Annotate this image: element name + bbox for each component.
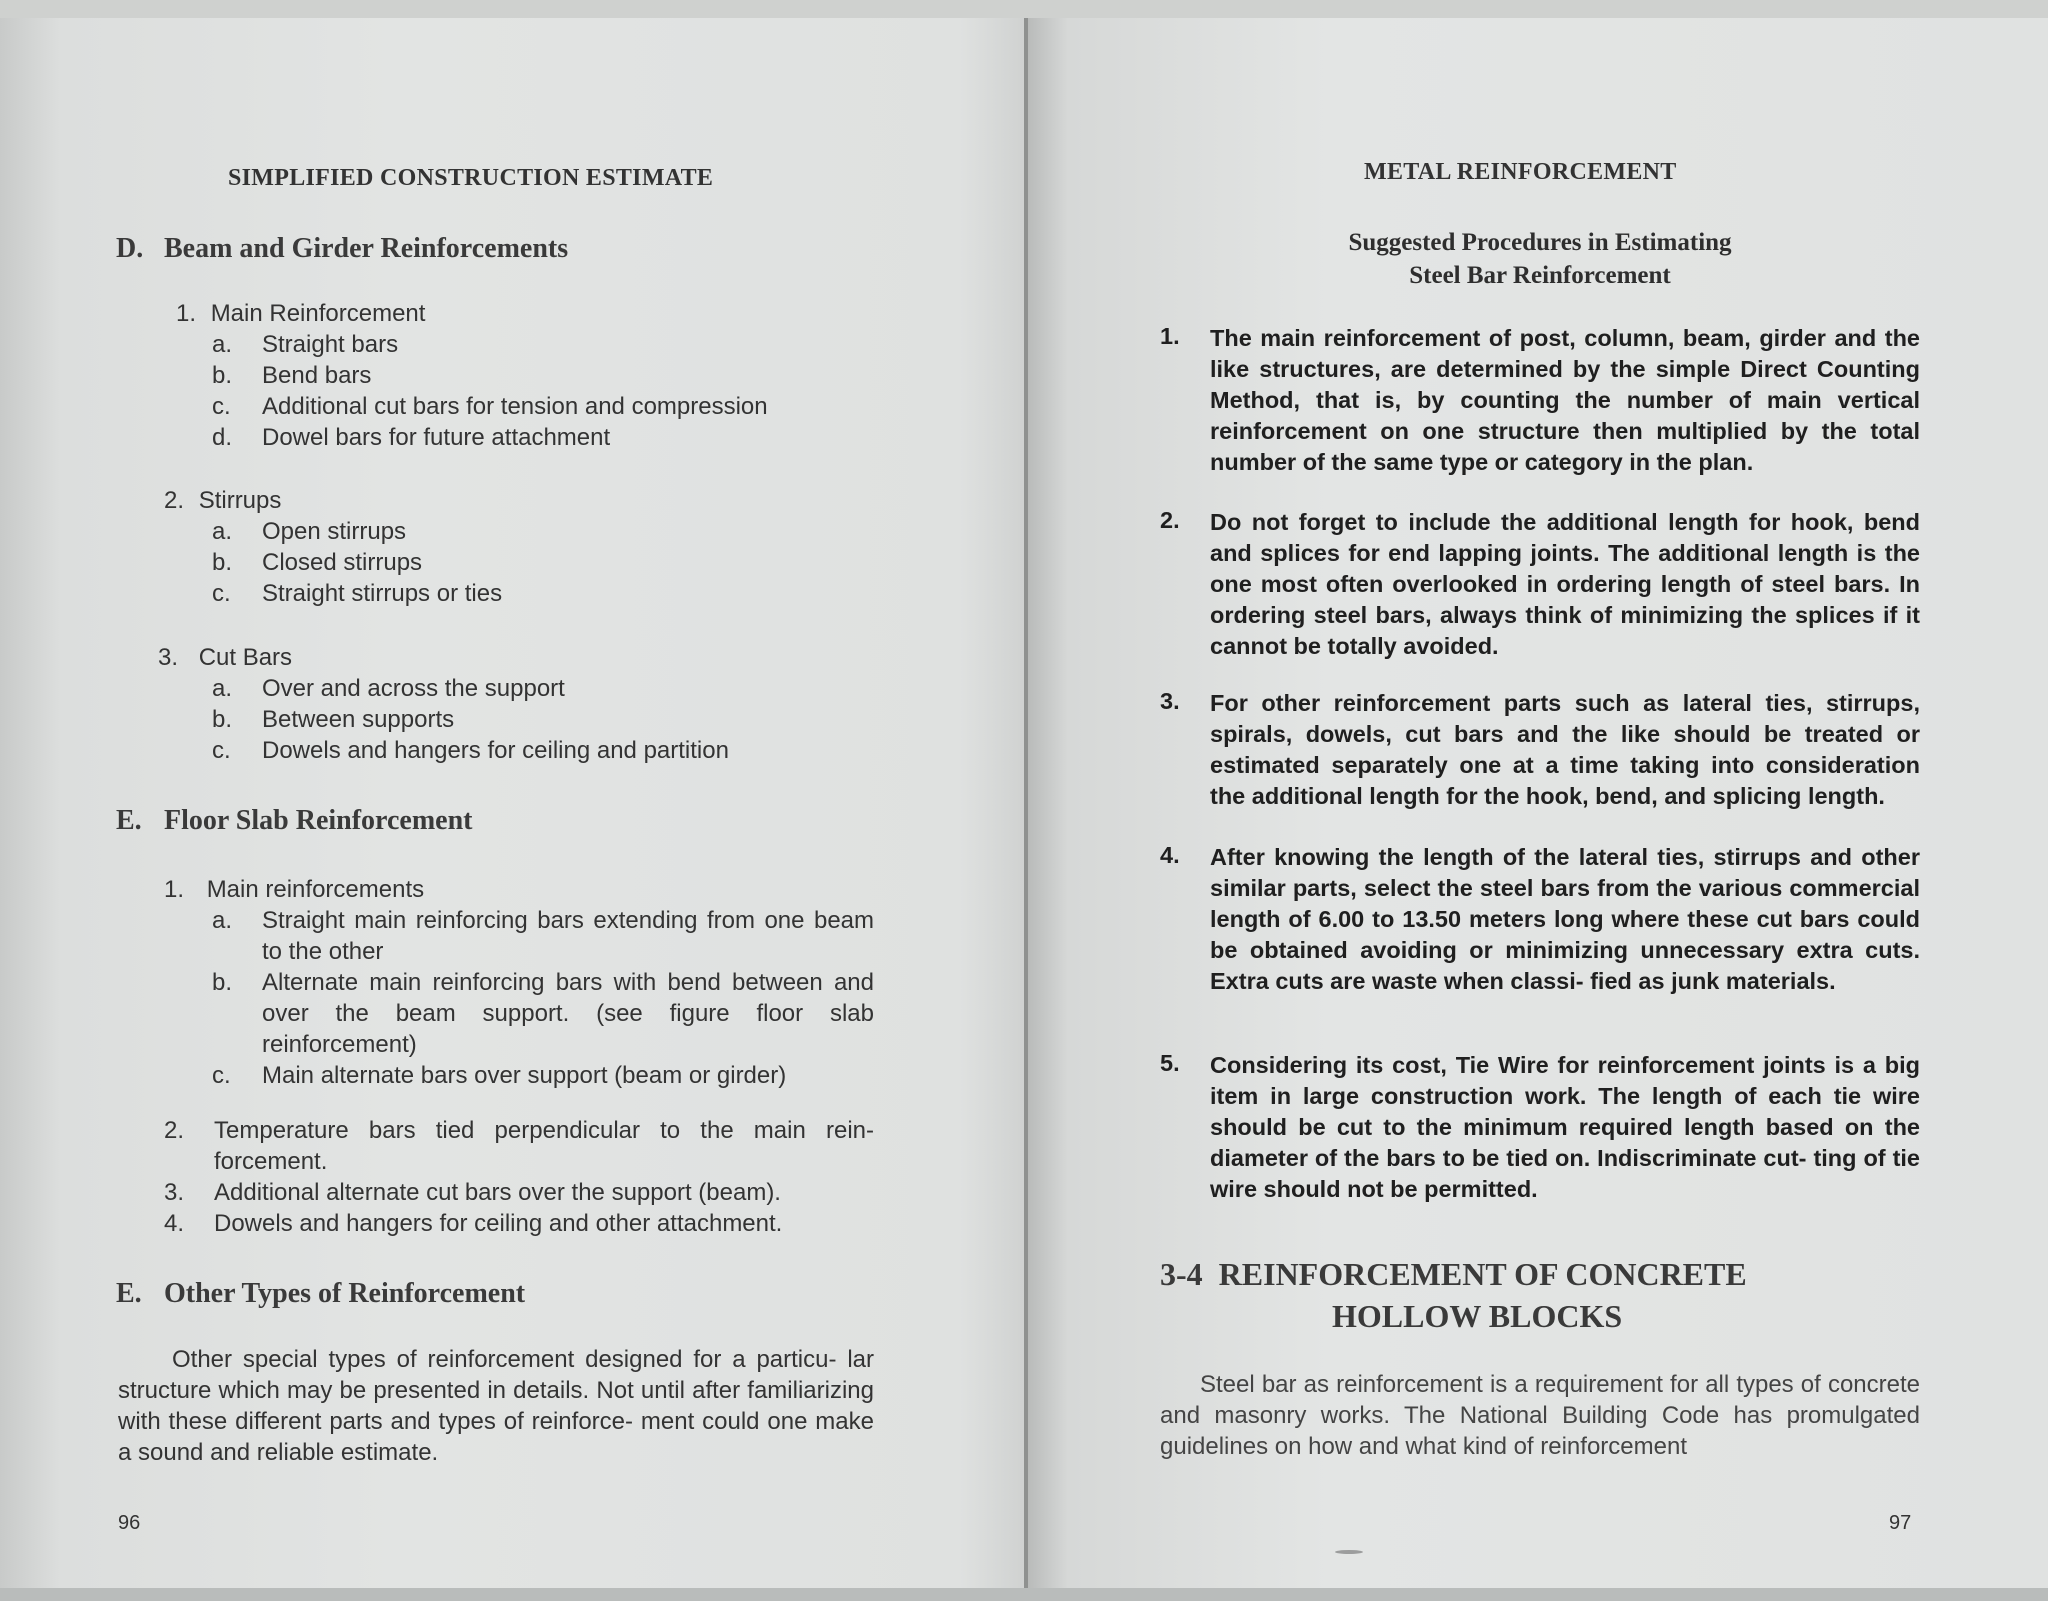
procedure-number: 1. xyxy=(1160,323,1180,349)
other-types-paragraph: Other special types of reinforcement designed for a particu- lar structure which may be presented in details. Not until after familiarizing with these different parts and types of reinforce- ment could one make a sound and reliable estimate. xyxy=(118,1346,874,1466)
subtitle-line-1: Suggested Procedures in Estimating xyxy=(1348,229,1732,256)
item-number: 3. xyxy=(158,644,179,671)
procedure-text: For other reinforcement parts such as lateral ties, stirrups, spirals, dowels, cut bars and the like should be treated or estimated separately one at a time taking into consideration the additional length for the hook, bend, and splicing length. xyxy=(1210,690,1920,809)
list-item xyxy=(164,485,281,516)
procedure-number: 3. xyxy=(1160,688,1180,714)
section-e2-letter: E. xyxy=(116,1278,142,1309)
chapter-number: 3-4 xyxy=(1160,1256,1203,1292)
sub-item: b. Closed stirrups xyxy=(212,549,423,576)
list-item-number: 3. xyxy=(164,1179,185,1206)
sub-item: b. Between supports xyxy=(212,706,455,733)
section-e2-title: Other Types of Reinforcement xyxy=(164,1278,526,1309)
list-item-text: Dowels and hangers for ceiling and other attachment. xyxy=(214,1210,783,1237)
chapter-heading xyxy=(1160,1253,1747,1295)
procedure-text: Do not forget to include the additional length for hook, bend and splices for end lapping joints. The additional length is the one most often overlooked in ordering length of steel bars. In ordering steel bars, always think of minimizing the splices if it cannot be totally avoided. xyxy=(1210,509,1920,659)
procedure-number: 4. xyxy=(1160,842,1180,868)
sub-item: a. Open stirrups xyxy=(212,518,407,545)
left-page-number: 96 xyxy=(118,1512,141,1534)
intro-paragraph: Steel bar as reinforcement is a requirement for all types of concrete and masonry works. The National Building Code has promulgated guidelines on how and what kind of reinforcement xyxy=(1160,1371,1920,1460)
list-item-number: 2. xyxy=(164,1117,185,1144)
list-item xyxy=(176,298,425,329)
sub-item-letter: a. xyxy=(212,907,233,934)
section-d-heading xyxy=(116,233,568,265)
subtitle-line-2: Steel Bar Reinforcement xyxy=(1409,262,1671,289)
item-number: 2. xyxy=(164,487,185,514)
sub-item: d. Dowel bars for future attachment xyxy=(212,424,611,451)
procedure-text: The main reinforcement of post, column, beam, girder and the like structures, are determined by the simple Direct Counting Method, that is, by counting the number of main vertical reinforcement on one structure then multiplied by the total number of the same type or category in the plan. xyxy=(1210,325,1920,475)
sub-item: c. Straight stirrups or ties xyxy=(212,580,503,607)
sub-item: a. Straight bars xyxy=(212,331,399,358)
item-number: 1. xyxy=(176,300,197,327)
procedures-subtitle xyxy=(1180,226,1900,292)
sub-item: a. Over and across the support xyxy=(212,675,565,702)
section-e2-heading xyxy=(116,1278,525,1310)
section-d-letter: D. xyxy=(116,233,144,264)
sub-item-text: Main alternate bars over support (beam or girder) xyxy=(262,1062,787,1089)
list-item-text: Temperature bars tied perpendicular to the main rein- forcement. xyxy=(214,1117,874,1175)
list-item-text: Additional alternate cut bars over the support (beam). xyxy=(214,1179,781,1206)
item-label: Main Reinforcement xyxy=(210,300,426,327)
sub-item-letter: b. xyxy=(212,969,233,996)
left-running-head: SIMPLIFIED CONSTRUCTION ESTIMATE xyxy=(228,165,714,191)
sub-item-text: Alternate main reinforcing bars with bend between and over the beam support. (see figure floor slab reinforcement) xyxy=(262,969,874,1058)
bottom-edge xyxy=(0,1588,2048,1601)
sub-item: c. Additional cut bars for tension and compression xyxy=(212,393,768,420)
procedure-number: 5. xyxy=(1160,1050,1180,1076)
right-running-head: METAL REINFORCEMENT xyxy=(1364,159,1677,185)
procedure-text: After knowing the length of the lateral ties, stirrups and other similar parts, select the steel bars from the various commercial length of 6.00 to 13.50 meters long where these cut bars could be obtained avoiding or minimizing unnecessary extra cuts. Extra cuts are waste when classi- fied as junk materials. xyxy=(1210,844,1920,994)
chapter-title-line-1: REINFORCEMENT OF CONCRETE xyxy=(1218,1256,1747,1292)
list-item: 1. Main reinforcements xyxy=(164,876,425,903)
sub-item: b. Bend bars xyxy=(212,362,372,389)
section-e-heading xyxy=(116,805,472,837)
section-e-letter: E. xyxy=(116,805,142,836)
chapter-title-line-2: HOLLOW BLOCKS xyxy=(1332,1298,1623,1334)
procedure-number: 2. xyxy=(1160,507,1180,533)
book-gutter xyxy=(1024,18,1028,1593)
section-d-title: Beam and Girder Reinforcements xyxy=(164,233,569,264)
ink-smudge xyxy=(1335,1550,1363,1554)
procedure-text: Considering its cost, Tie Wire for reinforcement joints is a big item in large construction work. The length of each tie wire should be cut to the minimum required length based on the diameter of the bars to be tied on. Indiscriminate cut- ting of tie wire should not be permitted. xyxy=(1210,1052,1920,1202)
list-item xyxy=(158,642,292,673)
item-label: Cut Bars xyxy=(198,644,293,671)
section-e-title: Floor Slab Reinforcement xyxy=(164,805,473,836)
right-page-number: 97 xyxy=(1889,1512,1912,1534)
sub-item: c. Dowels and hangers for ceiling and partition xyxy=(212,737,729,764)
list-item-number: 4. xyxy=(164,1210,185,1237)
sub-item-text: Straight main reinforcing bars extending from one beam to the other xyxy=(262,907,874,965)
item-label: Stirrups xyxy=(198,487,282,514)
sub-item-letter: c. xyxy=(212,1062,231,1089)
